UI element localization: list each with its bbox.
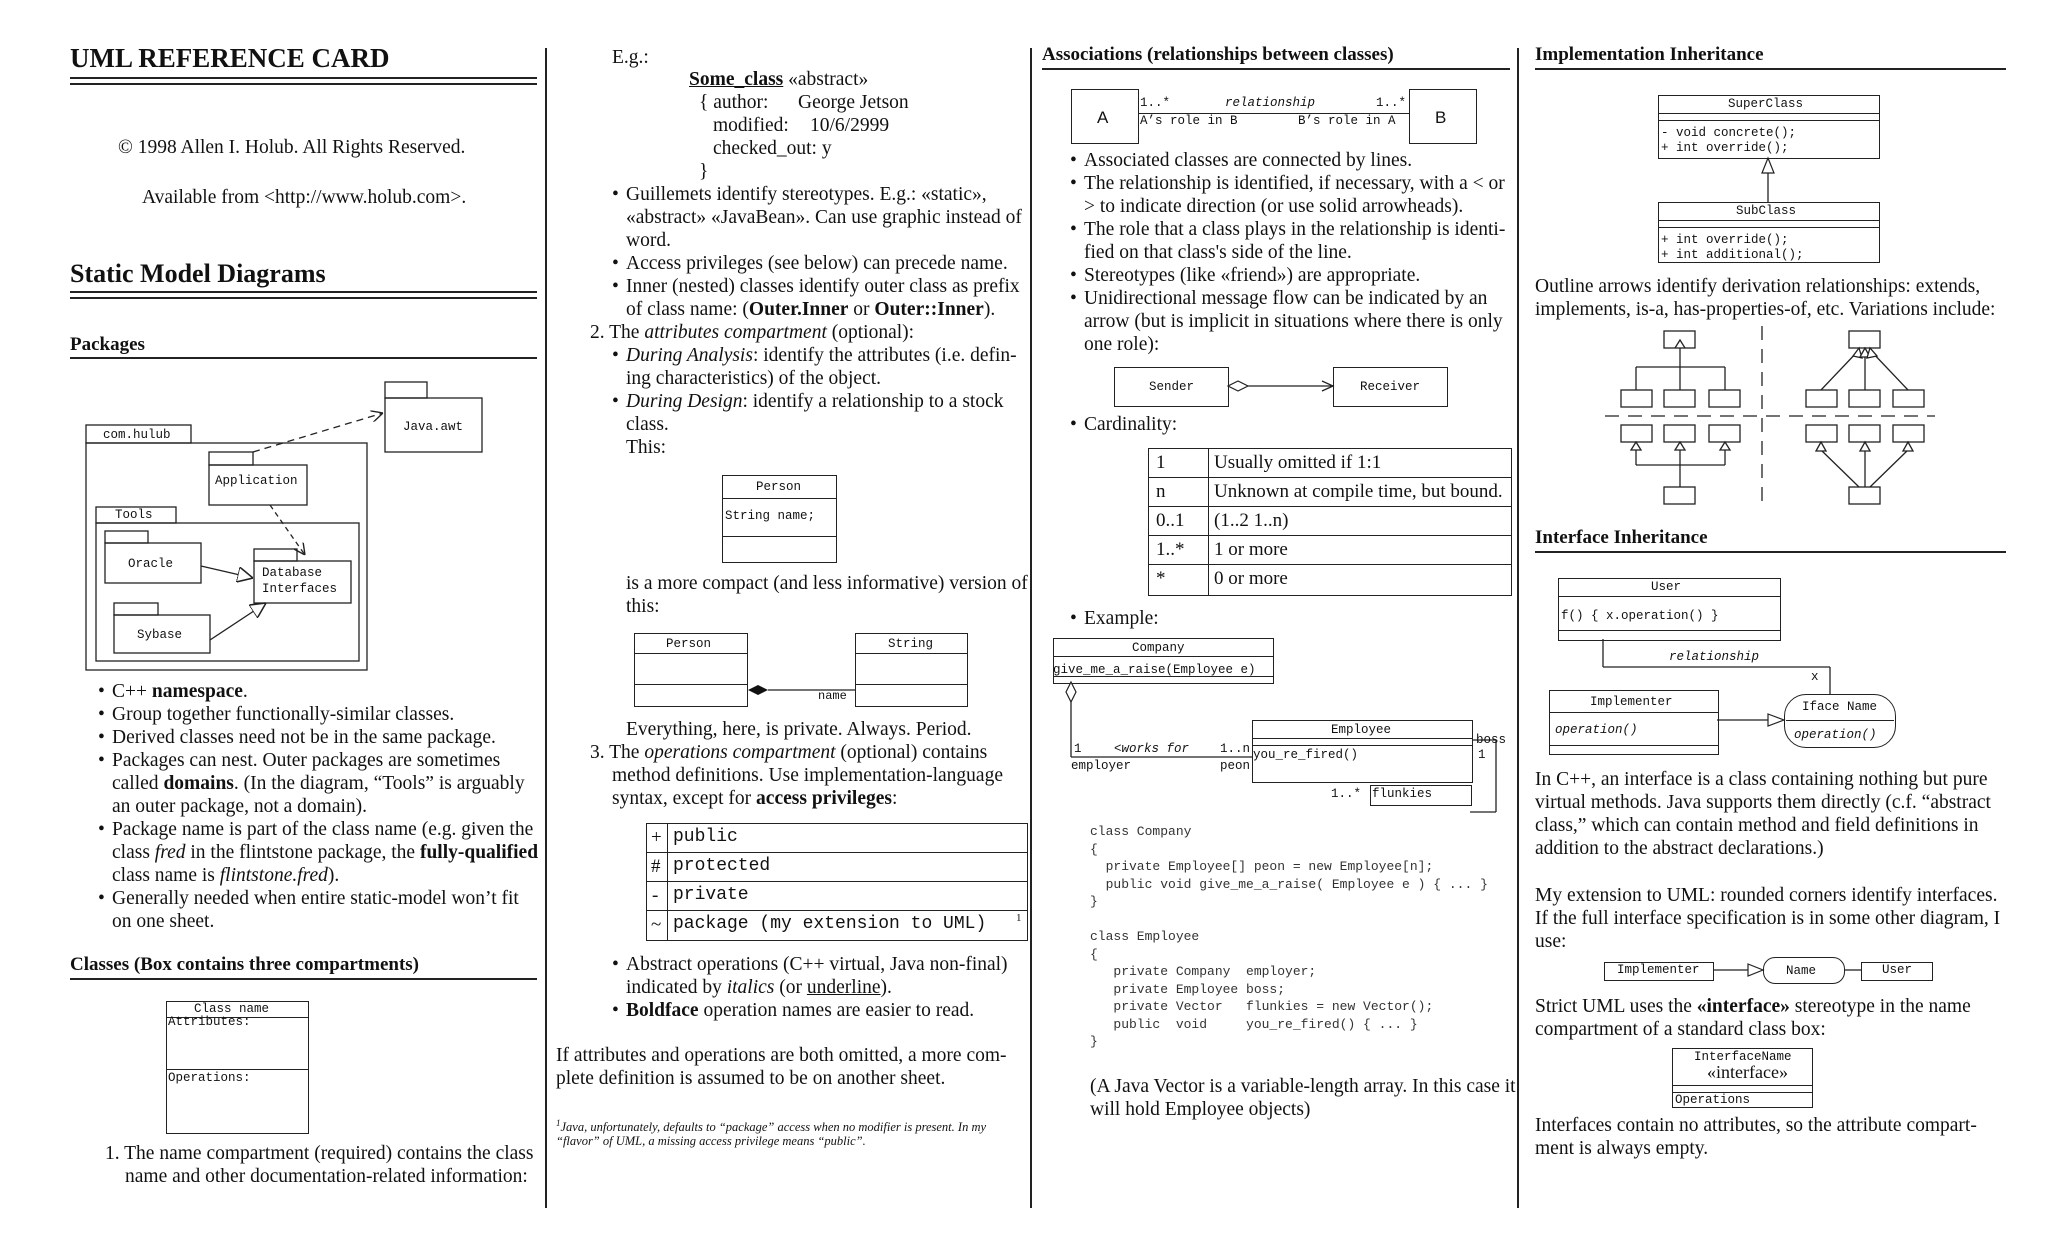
class-box-name: Class name xyxy=(194,1002,270,1016)
interface-inheritance-heading: Interface Inheritance xyxy=(1535,527,1708,548)
outline-arrows-line-2: implements, is-a, has-properties-of, etc. Variations include: xyxy=(1535,299,1996,320)
iface-op: operation() xyxy=(1794,728,1877,742)
title-rule xyxy=(70,77,537,79)
access-row-divider-3 xyxy=(646,910,1028,911)
iface-x-label: x xyxy=(1811,670,1819,684)
no-attributes-line-1: Interfaces contain no attributes, so the attribute compart- xyxy=(1535,1115,1977,1136)
abstract-ops-bullet: • Abstract operations (C++ virtual, Java non-final) xyxy=(626,953,1008,976)
company-divider-1 xyxy=(1053,656,1274,657)
card-title: UML REFERENCE CARD xyxy=(70,43,390,73)
employee-name: Employee xyxy=(1331,723,1392,737)
associations-heading: Associations (relationships between classes) xyxy=(1042,44,1394,65)
cpp-line-1: In C++, an interface is a class containing nothing but pure xyxy=(1535,769,1988,790)
pkg-interfaces: Interfaces xyxy=(262,582,338,596)
person-attr: String name; xyxy=(725,509,816,523)
role-flunkies: flunkies xyxy=(1372,787,1433,801)
card-val-star: 0 or more xyxy=(1214,568,1288,589)
footnote-marker: 1 xyxy=(1016,912,1022,924)
implementer-divider-2 xyxy=(1549,745,1719,746)
access-sym-public: + xyxy=(651,827,662,848)
impl-inheritance-heading: Implementation Inheritance xyxy=(1535,44,1764,65)
card-col-divider xyxy=(1208,448,1209,596)
role-peon: peon xyxy=(1220,759,1251,773)
sender-label: Sender xyxy=(1149,380,1195,394)
section-rule xyxy=(70,291,537,293)
vector-note-line-2: will hold Employee objects) xyxy=(1090,1099,1311,1120)
access-word-private: private xyxy=(673,885,749,905)
compact-line-1: is a more compact (and less informative) version of xyxy=(626,573,1028,594)
classes-heading: Classes (Box contains three compartments) xyxy=(70,954,419,975)
card-key-0-1: 0..1 xyxy=(1156,510,1185,531)
implementer-divider-1 xyxy=(1549,712,1719,713)
implementer-name: Implementer xyxy=(1590,695,1673,709)
column-divider-2 xyxy=(1030,48,1032,1208)
access-sym-private: - xyxy=(652,885,659,906)
pkg-bullet-6: • Generally needed when entire static-model won’t fit xyxy=(112,887,519,910)
assoc-bullet-1: • Associated classes are connected by lines. xyxy=(1084,149,1412,172)
item-1-line-2: name and other documentation-related information: xyxy=(125,1166,528,1187)
receiver-label: Receiver xyxy=(1360,380,1421,394)
classes-rule xyxy=(70,978,537,980)
compact-line-2: this: xyxy=(626,596,660,617)
class-box-operations: Operations: xyxy=(168,1071,251,1085)
item-3-line-3: syntax, except for access privileges: xyxy=(612,788,898,809)
extension-line-3: use: xyxy=(1535,931,1567,952)
access-sym-package: ~ xyxy=(651,914,662,935)
subclass-name: SubClass xyxy=(1736,204,1797,218)
class-a-label: A xyxy=(1097,108,1109,127)
ab-role-a: A’s role in B xyxy=(1140,114,1238,128)
class-box-divider-2 xyxy=(166,1069,309,1070)
person2-name: Person xyxy=(666,637,712,651)
access-table-col-divider xyxy=(667,823,668,941)
interface-box-divider-1 xyxy=(1672,1085,1813,1086)
design-line-2: class. xyxy=(626,414,669,435)
ab-role-b: B’s role in A xyxy=(1298,114,1396,128)
author-value: George Jetson xyxy=(798,92,909,113)
superclass-name: SuperClass xyxy=(1728,97,1804,111)
access-word-public: public xyxy=(673,827,738,847)
company-op: give_me_a_raise(Employee e) xyxy=(1053,663,1256,677)
pkg-bullet-3: • Derived classes need not be in the same package. xyxy=(112,726,496,749)
mult-one-star: 1..* xyxy=(1331,787,1362,801)
string-name: String xyxy=(888,637,934,651)
card-key-1-star: 1..* xyxy=(1156,539,1185,560)
person2-divider-2 xyxy=(634,684,748,685)
employee-divider-2 xyxy=(1252,745,1473,746)
assoc-bullet-3-line-2: fied on that class's side of the line. xyxy=(1084,242,1352,263)
person-divider-2 xyxy=(722,536,837,537)
no-attributes-line-2: ment is always empty. xyxy=(1535,1138,1709,1159)
user-name: User xyxy=(1651,580,1682,594)
cpp-line-2: virtual methods. Java supports them directly (c.f. “abstract xyxy=(1535,792,1991,813)
role-boss: boss xyxy=(1476,733,1507,747)
assoc-bullet-5-line-2: arrow (but is implicit in situations where there is only xyxy=(1084,311,1503,332)
superclass-method-1: - void concrete(); xyxy=(1661,126,1797,140)
card-key-1: 1 xyxy=(1156,452,1166,473)
pkg-bullet-4: • Packages can nest. Outer packages are sometimes xyxy=(112,749,500,772)
access-bullet: • Access privileges (see below) can precede name. xyxy=(626,252,1008,275)
access-row-divider-1 xyxy=(646,852,1028,853)
code-company: class Company { private Employee[] peon = new Employee[n]; public void give_me_a_raise( Employee e ) { ... } } xyxy=(1090,824,1488,909)
code-employee: class Employee { private Company employer; private Employee boss; private Vector flunkies = new Vector(); public void you_re_fired() { ... } } xyxy=(1090,929,1434,1049)
pkg-oracle: Oracle xyxy=(128,557,174,571)
guillemets-bullet: • Guillemets identify stereotypes. E.g.: «static», xyxy=(626,183,987,206)
assoc-bullet-5: • Unidirectional message flow can be indicated by an xyxy=(1084,287,1487,310)
subclass-method-2: + int additional(); xyxy=(1661,248,1804,262)
subclass-divider-2 xyxy=(1658,227,1880,228)
employee-op: you_re_fired() xyxy=(1253,748,1359,762)
design-bullet: • During Design: identify a relationship to a stock xyxy=(626,390,1004,413)
item-2: 2. The attributes compartment (optional): xyxy=(590,322,915,343)
card-val-1: Usually omitted if 1:1 xyxy=(1214,452,1382,473)
iface-relationship-label: relationship xyxy=(1669,650,1760,664)
superclass-divider-1 xyxy=(1658,113,1880,114)
item-3-line-2: method definitions. Use implementation-language xyxy=(612,765,1003,786)
card-row-divider-1 xyxy=(1148,477,1512,478)
available-from: Available from <http://www.holub.com>. xyxy=(142,187,467,208)
mult-boss: 1 xyxy=(1478,748,1486,762)
author-label: { author: xyxy=(699,92,769,113)
extension-line-2: If the full interface specification is in some other diagram, I xyxy=(1535,908,2001,929)
eg-label: E.g.: xyxy=(612,47,649,68)
column-divider-1 xyxy=(545,48,547,1208)
pkg-com-hulub: com.hulub xyxy=(103,428,171,442)
assoc-bullet-2-line-2: > to indicate direction (or use solid arrowheads). xyxy=(1084,196,1464,217)
small-user-label: User xyxy=(1882,963,1913,977)
pkg-database: Database xyxy=(262,566,323,580)
item-3: 3. The operations compartment (optional) contains xyxy=(590,742,988,763)
card-row-divider-4 xyxy=(1148,564,1512,565)
example-bullet: • Example: xyxy=(1084,607,1159,630)
card-key-n: n xyxy=(1156,481,1166,502)
cpp-line-4: addition to the abstract declarations.) xyxy=(1535,838,1824,859)
inner-bullet: • Inner (nested) classes identify outer class as prefix xyxy=(626,275,1020,298)
superclass-divider-2 xyxy=(1658,120,1880,121)
superclass-method-2: + int override(); xyxy=(1661,141,1789,155)
card-val-0-1: (1..2 1..n) xyxy=(1214,510,1289,531)
assoc-bullet-3: • The role that a class plays in the relationship is identi- xyxy=(1084,218,1505,241)
interface-box-stereotype: «interface» xyxy=(1707,1062,1788,1082)
assoc-bullet-4: • Stereotypes (like «friend») are appropriate. xyxy=(1084,264,1420,287)
access-word-protected: protected xyxy=(673,856,771,876)
item-1-line-1: 1. The name compartment (required) contains the class xyxy=(105,1143,534,1164)
pkg-bullet-2: • Group together functionally-similar classes. xyxy=(112,703,454,726)
subclass-divider-1 xyxy=(1658,220,1880,221)
strict-uml-line-2: compartment of a standard class box: xyxy=(1535,1019,1826,1040)
cardinality-bullet: • Cardinality: xyxy=(1084,413,1177,436)
extension-line-1: My extension to UML: rounded corners identify interfaces. xyxy=(1535,885,1998,906)
pkg-bullet-5: • Package name is part of the class name (e.g. given the xyxy=(112,818,533,841)
ab-mult-left: 1..* xyxy=(1140,96,1171,110)
small-implementer-label: Implementer xyxy=(1617,963,1700,977)
string-divider-1 xyxy=(855,653,968,654)
iface-name: Iface Name xyxy=(1802,700,1878,714)
impl-rule xyxy=(1535,68,2006,70)
person2-divider-1 xyxy=(634,653,748,654)
card-row-divider-3 xyxy=(1148,535,1512,536)
abstract-ops-line-2: indicated by italics (or underline). xyxy=(626,977,892,998)
company-name: Company xyxy=(1132,641,1185,655)
employee-divider-1 xyxy=(1252,738,1473,739)
string-divider-2 xyxy=(855,684,968,685)
access-row-divider-2 xyxy=(646,881,1028,882)
footnote-line-2: “flavor” of UML, a missing access privilege means “public”. xyxy=(556,1134,866,1148)
class-box-attributes: Attributes: xyxy=(168,1015,251,1029)
some-class-line: Some_class «abstract» xyxy=(689,69,869,90)
ab-mult-right: 1..* xyxy=(1376,96,1407,110)
interface-box-name: InterfaceName xyxy=(1694,1050,1792,1064)
analysis-bullet: • During Analysis: identify the attributes (i.e. defin- xyxy=(626,344,1017,367)
mult-one: 1 xyxy=(1074,742,1082,756)
person-name: Person xyxy=(756,480,802,494)
card-row-divider-2 xyxy=(1148,506,1512,507)
guillemets-line-3: word. xyxy=(626,230,671,251)
pkg-application: Application xyxy=(215,474,298,488)
card-key-star: * xyxy=(1156,568,1166,589)
assoc-bullet-5-line-3: one role): xyxy=(1084,334,1160,355)
this-label-1: This: xyxy=(626,437,667,458)
modified-label: modified: xyxy=(713,115,789,136)
works-for-label: <works for xyxy=(1114,742,1190,756)
packages-heading: Packages xyxy=(70,334,145,355)
boldface-bullet: • Boldface operation names are easier to read. xyxy=(626,999,974,1022)
card-val-n: Unknown at compile time, but bound. xyxy=(1214,481,1503,502)
vector-note-line-1: (A Java Vector is a variable-length array. In this case it xyxy=(1090,1076,1516,1097)
associations-rule xyxy=(1042,68,1510,70)
omitted-line-1: If attributes and operations are both omitted, a more com- xyxy=(556,1045,1007,1066)
ab-relationship-label: relationship xyxy=(1225,96,1316,110)
section-title: Static Model Diagrams xyxy=(70,259,326,288)
implementer-op: operation() xyxy=(1555,723,1638,737)
interface-rule xyxy=(1535,551,2006,553)
analysis-line-2: ing characteristics) of the object. xyxy=(626,368,882,389)
user-divider-2 xyxy=(1558,630,1781,631)
subclass-method-1: + int override(); xyxy=(1661,233,1789,247)
role-employer: employer xyxy=(1071,759,1132,773)
title-rule-2 xyxy=(70,83,537,85)
copyright: © 1998 Allen I. Holub. All Rights Reserved. xyxy=(118,137,466,158)
interface-box-ops: Operations xyxy=(1675,1093,1751,1107)
user-op: f() { x.operation() } xyxy=(1561,609,1719,623)
pkg-bullet-5-line-2: class fred in the flintstone package, the fully-qualified xyxy=(112,842,539,863)
assoc-bullet-2: • The relationship is identified, if necessary, with a < or xyxy=(1084,172,1505,195)
person-divider-1 xyxy=(722,498,837,499)
pkg-sybase: Sybase xyxy=(137,628,183,642)
pkg-bullet-6-line-2: on one sheet. xyxy=(112,911,215,932)
private-line: Everything, here, is private. Always. Period. xyxy=(626,719,972,740)
outline-arrows-line-1: Outline arrows identify derivation relationships: extends, xyxy=(1535,276,1981,297)
card-val-1-star: 1 or more xyxy=(1214,539,1288,560)
access-sym-protected: # xyxy=(651,856,661,877)
user-divider-1 xyxy=(1558,596,1781,597)
guillemets-line-2: «abstract» «JavaBean». Can use graphic instead of xyxy=(626,207,1022,228)
packages-rule xyxy=(70,357,537,359)
section-rule-2 xyxy=(70,297,537,299)
column-divider-3 xyxy=(1517,48,1519,1208)
strict-uml-line-1: Strict UML uses the «interface» stereotype in the name xyxy=(1535,996,1971,1017)
class-b-label: B xyxy=(1435,108,1447,127)
checked-out: checked_out: y xyxy=(713,138,832,159)
inner-line-2: of class name: (Outer.Inner or Outer::Inner). xyxy=(626,299,996,320)
omitted-line-2: plete definition is assumed to be on another sheet. xyxy=(556,1068,946,1089)
iface-divider xyxy=(1786,720,1894,721)
pkg-bullet-5-line-3: class name is flintstone.fred). xyxy=(112,865,340,886)
pkg-bullet-1: • C++ namespace. xyxy=(112,680,248,703)
pkg-bullet-4-line-2: called domains. (In the diagram, “Tools” is arguably xyxy=(112,773,525,794)
pkg-java-awt: Java.awt xyxy=(403,420,464,434)
close-brace: } xyxy=(699,161,709,182)
mult-one-n: 1..n xyxy=(1220,742,1251,756)
footnote-line-1: $^1$Java, unfortunately, defaults to “package” access when no modifier is present. In my xyxy=(556,1118,987,1135)
pkg-bullet-4-line-3: an outer package, not a domain). xyxy=(112,796,368,817)
modified-value: 10/6/2999 xyxy=(810,115,890,136)
cpp-line-3: class,” which can contain method and field definitions in xyxy=(1535,815,1979,836)
role-name: name xyxy=(818,689,847,703)
access-word-package: package (my extension to UML) xyxy=(673,914,987,934)
small-name-label: Name xyxy=(1786,964,1817,978)
pkg-tools: Tools xyxy=(115,508,153,522)
